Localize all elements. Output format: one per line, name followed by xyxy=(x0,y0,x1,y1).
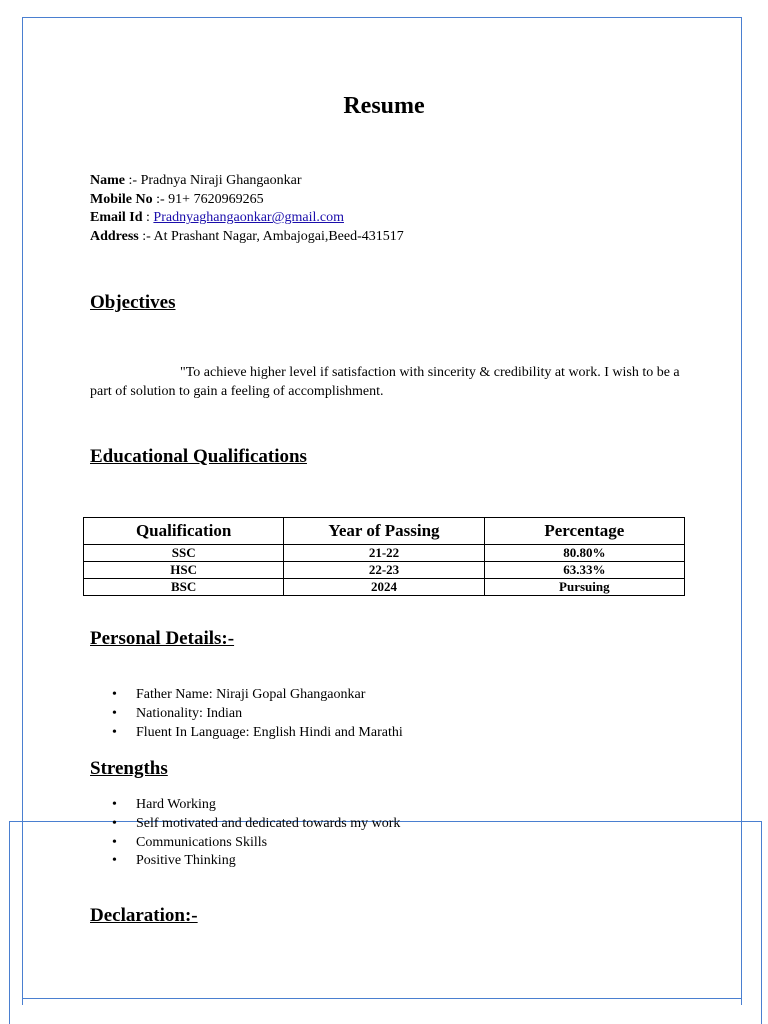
list-item xyxy=(112,705,403,724)
list-item xyxy=(112,815,400,834)
contact-mobile-row xyxy=(90,191,404,210)
cell-year: 22-23 xyxy=(284,562,484,579)
page-title: Resume xyxy=(343,93,425,119)
cell-percentage: 63.33% xyxy=(484,562,684,579)
contact-email-row xyxy=(90,209,404,228)
education-heading: Educational Qualifications xyxy=(90,446,307,467)
list-item-text: Fluent In Language: English Hindi and Marathi xyxy=(136,724,403,740)
table-row xyxy=(84,579,685,596)
personal-details-heading: Personal Details:- xyxy=(90,628,235,649)
bullet-icon: • xyxy=(112,724,117,740)
list-item-text: Nationality: Indian xyxy=(136,705,243,721)
address-sep: :- xyxy=(138,228,154,244)
mobile-label: Mobile No xyxy=(90,191,153,207)
bullet-icon: • xyxy=(112,797,117,812)
list-item-text: Hard Working xyxy=(136,797,216,812)
list-item xyxy=(112,796,400,815)
page-border-top xyxy=(22,17,742,18)
table-row xyxy=(84,545,685,562)
cell-qualification: BSC xyxy=(84,579,284,596)
address-value: At Prashant Nagar, Ambajogai,Beed-431517 xyxy=(153,228,404,244)
strengths-list xyxy=(112,796,400,871)
name-sep: :- xyxy=(125,173,141,188)
list-item xyxy=(112,852,400,871)
bullet-icon: • xyxy=(112,834,117,850)
name-value: Pradnya Niraji Ghangaonkar xyxy=(140,173,302,188)
address-label: Address xyxy=(90,228,139,244)
bullet-icon: • xyxy=(112,687,117,702)
education-table xyxy=(83,517,685,596)
list-item-text: Positive Thinking xyxy=(136,853,236,869)
list-item xyxy=(112,686,403,705)
cell-qualification: HSC xyxy=(84,562,284,579)
bullet-icon: • xyxy=(112,853,117,869)
cell-percentage: 80.80% xyxy=(484,545,684,562)
email-link[interactable]: Pradnyaghangaonkar@gmail.com xyxy=(153,210,344,226)
list-item-text: Father Name: Niraji Gopal Ghangaonkar xyxy=(136,687,366,702)
contact-address-row xyxy=(90,228,404,247)
table-row xyxy=(84,562,685,579)
email-sep: : xyxy=(142,210,154,226)
objectives-heading: Objectives xyxy=(90,292,176,313)
page-bottom-line xyxy=(22,998,742,999)
page-break-right xyxy=(761,821,762,1024)
list-item-text: Communications Skills xyxy=(136,834,268,850)
col-qualification: Qualification xyxy=(84,518,284,545)
table-header-row xyxy=(84,518,685,545)
mobile-value: 91+ 7620969265 xyxy=(168,191,264,207)
objective-line-1: "To achieve higher level if satisfaction with sincerity & credibility at work. I wish to be a xyxy=(180,365,680,380)
contact-block xyxy=(90,172,404,246)
cell-year: 21-22 xyxy=(284,545,484,562)
personal-details-list xyxy=(112,686,403,742)
col-percentage: Percentage xyxy=(484,518,684,545)
cell-year: 2024 xyxy=(284,579,484,596)
page-break-left xyxy=(9,821,10,1024)
contact-name-row xyxy=(90,172,404,191)
page-border-right xyxy=(741,17,742,1005)
objective-text xyxy=(90,363,690,401)
email-label: Email Id xyxy=(90,210,143,226)
name-label: Name xyxy=(90,173,125,188)
mobile-sep: :- xyxy=(152,191,169,207)
objective-line-2: part of solution to gain a feeling of accomplishment. xyxy=(90,384,384,399)
declaration-heading: Declaration:- xyxy=(90,905,198,926)
bullet-icon: • xyxy=(112,705,117,721)
col-year: Year of Passing xyxy=(284,518,484,545)
list-item xyxy=(112,834,400,853)
cell-percentage: Pursuing xyxy=(484,579,684,596)
list-item-text: Self motivated and dedicated towards my work xyxy=(136,815,401,831)
page-border-left xyxy=(22,17,23,1005)
cell-qualification: SSC xyxy=(84,545,284,562)
strengths-heading: Strengths xyxy=(90,758,168,779)
bullet-icon: • xyxy=(112,815,117,831)
list-item xyxy=(112,724,403,743)
